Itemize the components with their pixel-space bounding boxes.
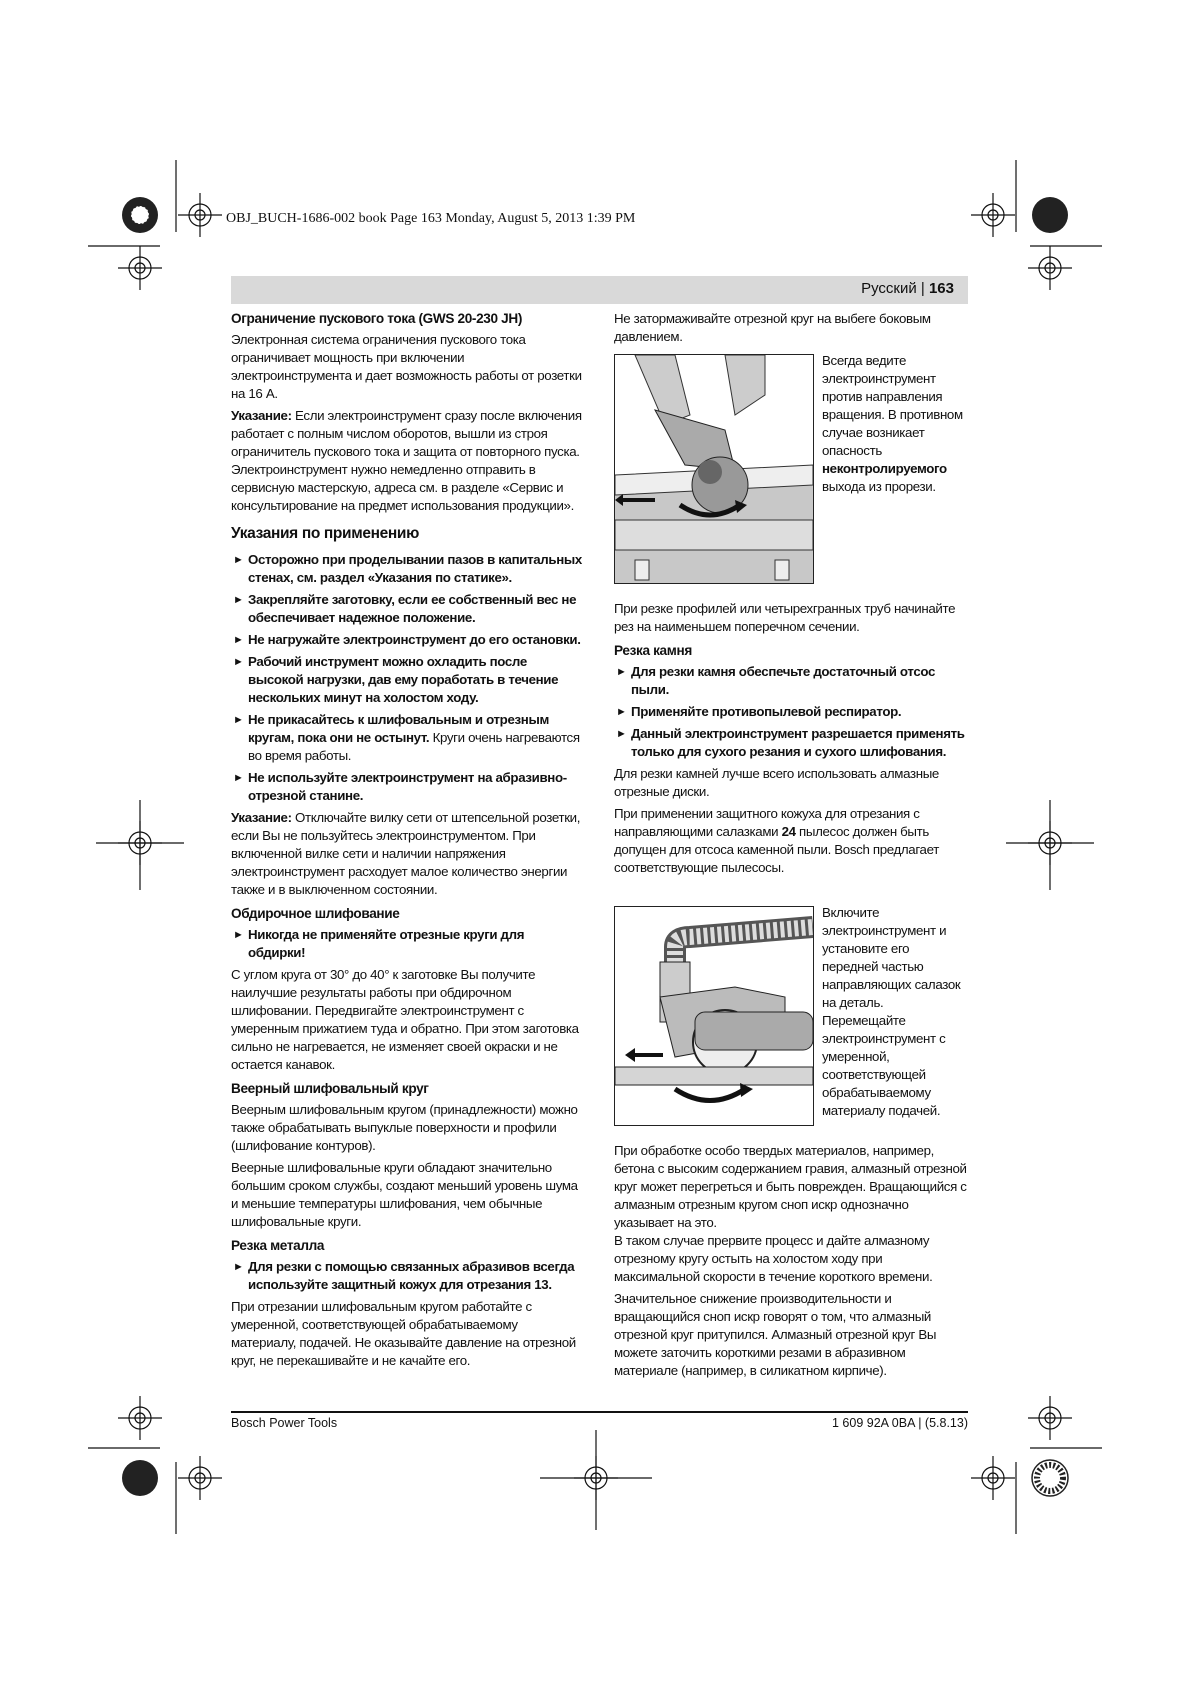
paragraph-guard-vacuum: При применении защитного кожуха для отрезания с направляющими салазками 24 пылесос должен быть допущен для отсоса каменной пыли. Bosch предлагает соответствующие пылесосы. — [614, 806, 939, 875]
paragraph-flap-disc-2: Веерные шлифовальные круги обладают значительно большим сроком службы, создают меньший уровень шума и меньшие температуры шлифования, чем обычные шлифовальные круги. — [231, 1160, 578, 1229]
paragraph-profiles: При резке профилей или четырехгранных труб начинайте рез на наименьшем поперечном сечении. — [614, 601, 956, 634]
footer-rule — [231, 1411, 968, 1413]
right-column-middle — [614, 600, 968, 881]
header-text — [861, 280, 954, 297]
paragraph-diamond-discs: Для резки камней лучше всего использовать алмазные отрезные диски. — [614, 766, 939, 799]
note-restart: Указание: Если электроинструмент сразу после включения работает с полным числом оборотов, вышли из строя ограничитель пускового тока и защита от повторного пуска. Электроинструмент нужно немедленно отправить в сервисную мастерскую, адреса см. в разделе «Сервис и консультирование на предмет использования продукции». — [231, 408, 582, 513]
heading-usage: Указания по применению — [231, 525, 419, 542]
right-column-bottom — [614, 1142, 968, 1384]
bullet-walls: ► Осторожно при проделывании пазов в капитальных стенах, см. раздел «Указания по статике». — [231, 551, 584, 587]
heading-metal-cutting: Резка металла — [231, 1238, 325, 1253]
paragraph-rough-grinding: С углом круга от 30° до 40° к заготовке Вы получите наилучшие результаты работы при обдирочном шлифовании. Передвигайте электроинструмент с умеренным прижатием туда и обратно. При этом заготовка сильно не нагревается, не изменяет своей окраски и не остается канавок. — [231, 967, 579, 1072]
bullet-cooling: ► Рабочий инструмент можно охладить после высокой нагрузки, дав ему поработать в течение нескольких минут на холостом ходу. — [231, 653, 584, 707]
print-slug: OBJ_BUCH-1686-002 book Page 163 Monday, August 5, 2013 1:39 PM — [226, 211, 636, 226]
paragraph-interrupt: В таком случае прервите процесс и дайте алмазному отрезному кругу остыть на холостом ходу при максимальной скорости в течение короткого времени. — [614, 1233, 933, 1284]
caption-guide-sled: Включите электроинструмент и установите его передней частью направляющих салазок на деталь. Перемещайте электроинструмент с умеренной, соответствующей обрабатываемому материалу подачей. — [822, 905, 961, 1118]
caption-cutting-direction: Всегда ведите электроинструмент против направления вращения. В противном случае возникает опасность неконтролируемого выхода из прорези. — [822, 353, 963, 494]
header-language: Русский — [861, 280, 917, 297]
paragraph-dull-disc: Значительное снижение производительности и вращающийся сноп искр говорят о том, что алмазный отрезной круг притупился. Алмазный отрезной круг Вы можете заточить короткими резами в абразивном материале (например, в силикатном кирпиче). — [614, 1291, 937, 1378]
paragraph-hard-materials: При обработке особо твердых материалов, например, бетона с высоким содержанием гравия, алмазный отрезной круг может перегреться и быть поврежден. Вращающийся с алмазным отрезным кругом сноп искр однозначно указывает на это. — [614, 1143, 967, 1230]
right-column-top — [614, 310, 968, 350]
figure-guide-sled — [614, 906, 814, 1126]
paragraph-start-current: Электронная система ограничения пускового тока ограничивает мощность при включении электроинструмента и дает возможность работы от розетки на 16 A. — [231, 332, 582, 401]
heading-rough-grinding: Обдирочное шлифование — [231, 906, 400, 921]
guide-sled-cutting-illustration — [615, 907, 813, 1125]
page-header — [231, 276, 968, 304]
bullet-no-overload: ► Не нагружайте электроинструмент до его остановки. — [231, 631, 584, 649]
bullet-workpiece: ► Закрепляйте заготовку, если ее собственный вес не обеспечивает надежное положение. — [231, 591, 584, 627]
bullet-cutoff-stand: ► Не используйте электроинструмент на абразивно-отрезной станине. — [231, 769, 584, 805]
footer-doc-number: 1 609 92A 0BA | (5.8.13) — [832, 1416, 968, 1430]
paragraph-no-braking: Не затормаживайте отрезной круг на выбеге боковым давлением. — [614, 311, 931, 344]
paragraph-metal-cutting: При отрезании шлифовальным кругом работайте с умеренной, соответствующей обрабатываемому материалу, подачей. Не оказывайте давление на отрезной круг, не перекашивайте и не качайте его. — [231, 1299, 576, 1368]
heading-stone-cutting: Резка камня — [614, 643, 692, 658]
heading-flap-disc: Веерный шлифовальный круг — [231, 1081, 429, 1096]
bullet-hot-discs: ► Не прикасайтесь к шлифовальным и отрезным кругам, пока они не остынут. Круги очень нагреваются во время работы. — [231, 711, 584, 765]
left-column — [231, 310, 584, 1374]
angle-grinder-cutting-illustration — [615, 355, 813, 583]
bullet-dust-mask: ► Применяйте противопылевой респиратор. — [614, 703, 968, 721]
bullet-dry-only: ► Данный электроинструмент разрешается применять только для сухого резания и сухого шлифования. — [614, 725, 968, 761]
footer-brand: Bosch Power Tools — [231, 1416, 338, 1430]
bullet-no-cutting-discs: ► Никогда не применяйте отрезные круги для обдирки! — [231, 926, 584, 962]
bullet-dust-extraction: ► Для резки камня обеспечьте достаточный отсос пыли. — [614, 663, 968, 699]
figure-cutting-direction — [614, 354, 814, 584]
page-number: 163 — [928, 280, 954, 297]
header-separator: | — [916, 280, 929, 297]
paragraph-flap-disc-1: Веерным шлифовальным кругом (принадлежности) можно также обрабатывать выпуклые поверхности и профили (шлифование контуров). — [231, 1102, 578, 1153]
note-unplug: Указание: Отключайте вилку сети от штепсельной розетки, если Вы не пользуйтесь электроинструментом. При включенной вилке сети и наличии напряжения электроинструмент расходует малое количество энергии также и в выключенном состоянии. — [231, 810, 581, 897]
bullet-cutting-guard: ► Для резки с помощью связанных абразивов всегда используйте защитный кожух для отрезания 13. — [231, 1258, 584, 1294]
heading-start-current: Ограничение пускового тока (GWS 20-230 JH) — [231, 311, 522, 326]
